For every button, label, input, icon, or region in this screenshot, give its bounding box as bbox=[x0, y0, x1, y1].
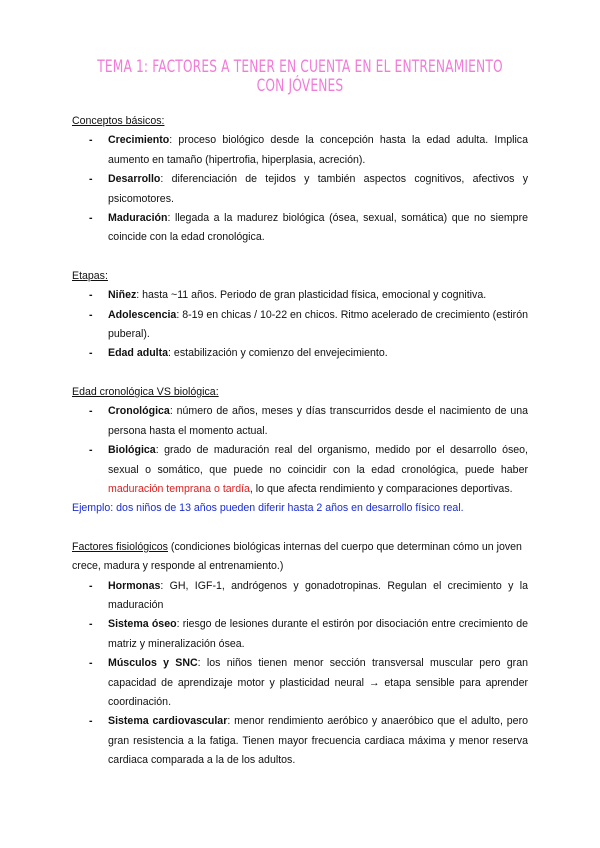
term: Biológica bbox=[108, 444, 156, 457]
item-text: : GH, IGF-1, andrógenos y gonadotropinas. Regulan el crecimiento y la maduración bbox=[108, 579, 528, 611]
list-item: - Adolescencia: 8-19 en chicas / 10-22 en chicos. Ritmo acelerado de crecimiento (estirón puberal). bbox=[89, 308, 528, 341]
section-etapas bbox=[72, 267, 528, 364]
section-heading: Etapas: bbox=[72, 269, 108, 282]
term: Adolescencia bbox=[108, 308, 177, 321]
term: Edad adulta bbox=[108, 347, 169, 360]
page-title: TEMA 1: FACTORES A TENER EN CUENTA EN EL ENTRENAMIENTO CON JÓVENES bbox=[97, 57, 503, 97]
list-item: - Hormonas: GH, IGF-1, andrógenos y gonadotropinas. Regulan el crecimiento y la maduración bbox=[89, 579, 528, 611]
item-text: : diferenciación de tejidos y también aspectos cognitivos, afectivos y psicomotores. bbox=[108, 173, 528, 205]
term: Músculos y SNC bbox=[108, 657, 198, 670]
item-text: : 8-19 en chicas / 10-22 en chicos. Ritmo acelerado de crecimiento (estirón puberal). bbox=[108, 308, 528, 341]
list-item: - Biológica: grado de maduración real del organismo, medido por el desarrollo óseo, sexual o somático, que puede no coincidir con la edad cronológica, puede haber maduración temprana o tardía, lo que afecta rendimiento y comparaciones deportivas. bbox=[89, 444, 528, 495]
section-intro bbox=[72, 538, 528, 577]
list-item: - Maduración: llegada a la madurez biológica (ósea, sexual, somática) que no siempre coincide con la edad cronológica. bbox=[89, 212, 528, 244]
item-text: : menor rendimiento aeróbico y anaeróbico que el adulto, pero gran resistencia a la fatiga. Tienen mayor frecuencia cardiaca máxima y menor reserva cardiaca comparada a la de los adultos. bbox=[108, 715, 528, 767]
list-item: - Sistema cardiovascular: menor rendimiento aeróbico y anaeróbico que el adulto, pero gran resistencia a la fatiga. Tienen mayor frecuencia cardiaca máxima y menor reserva cardiaca comparada a la de los adultos. bbox=[89, 715, 528, 767]
item-text: : proceso biológico desde la concepción hasta la edad adulta. Implica aumento en tamaño (hipertrofia, hiperplasia, acreción). bbox=[108, 134, 528, 166]
list-item: - Cronológica: número de años, meses y días transcurridos desde el nacimiento de una persona hasta el momento actual. bbox=[89, 405, 528, 437]
intro-text: (condiciones biológicas internas del cuerpo que determinan cómo un joven crece, madura y responde al entrenamiento.) bbox=[72, 540, 522, 573]
item-text: : grado de maduración real del organismo, medido por el desarrollo óseo, sexual o somático, que puede no coincidir con la edad cronológica, puede haber bbox=[108, 444, 528, 476]
section-factores bbox=[72, 538, 528, 771]
item-text: : hasta ~11 años. Periodo de gran plasticidad física, emocional y cognitiva. bbox=[136, 289, 487, 302]
document-body bbox=[72, 112, 528, 771]
section-edad bbox=[72, 383, 528, 519]
section-heading: Factores fisiológicos bbox=[72, 540, 168, 553]
list-item: - Músculos y SNC: los niños tienen menor sección transversal muscular pero gran capacidad de aprendizaje motor y plasticidad neural → etapa sensible para aprender coordinación. bbox=[89, 657, 528, 708]
list-item: - Edad adulta: estabilización y comienzo del envejecimiento. bbox=[89, 347, 388, 360]
item-text: : los niños tienen menor sección transversal muscular pero gran capacidad de aprendizaje motor y plasticidad neural → etapa sensible para aprender coordinación. bbox=[108, 657, 528, 708]
item-text: : riesgo de lesiones durante el estirón por disociación entre crecimiento de matriz y mineralización ósea. bbox=[108, 618, 528, 650]
term: Sistema cardiovascular bbox=[108, 715, 228, 728]
term: Niñez bbox=[108, 289, 137, 302]
item-text: : llegada a la madurez biológica (ósea, sexual, somática) que no siempre coincide con la edad cronológica. bbox=[108, 212, 528, 244]
term: Cronológica bbox=[108, 405, 170, 418]
section-heading: Conceptos básicos: bbox=[72, 115, 165, 127]
list-item: - Crecimiento: proceso biológico desde la concepción hasta la edad adulta. Implica aumento en tamaño (hipertrofia, hiperplasia, acreción). bbox=[89, 134, 528, 166]
list-item: - Desarrollo: diferenciación de tejidos y también aspectos cognitivos, afectivos y psicomotores. bbox=[89, 173, 528, 205]
term: Sistema óseo bbox=[108, 618, 177, 631]
term: Crecimiento bbox=[108, 134, 170, 147]
item-text: , lo que afecta rendimiento y comparaciones deportivas. bbox=[249, 482, 513, 495]
highlight-text: maduración temprana o tardía bbox=[108, 482, 250, 495]
term: Hormonas bbox=[108, 579, 161, 592]
section-conceptos bbox=[72, 112, 528, 248]
section-heading: Edad cronológica VS biológica: bbox=[72, 385, 219, 398]
item-text: : estabilización y comienzo del envejecimiento. bbox=[168, 347, 388, 360]
list-item: - Sistema óseo: riesgo de lesiones durante el estirón por disociación entre crecimiento de matriz y mineralización ósea. bbox=[89, 618, 528, 650]
example-note: Ejemplo: dos niños de 13 años pueden diferir hasta 2 años en desarrollo físico real. bbox=[72, 502, 464, 515]
term: Desarrollo bbox=[108, 173, 161, 186]
list-item: - Niñez: hasta ~11 años. Periodo de gran plasticidad física, emocional y cognitiva. bbox=[89, 289, 487, 302]
term: Maduración bbox=[108, 212, 168, 225]
item-text: : número de años, meses y días transcurridos desde el nacimiento de una persona hasta el momento actual. bbox=[108, 405, 528, 437]
